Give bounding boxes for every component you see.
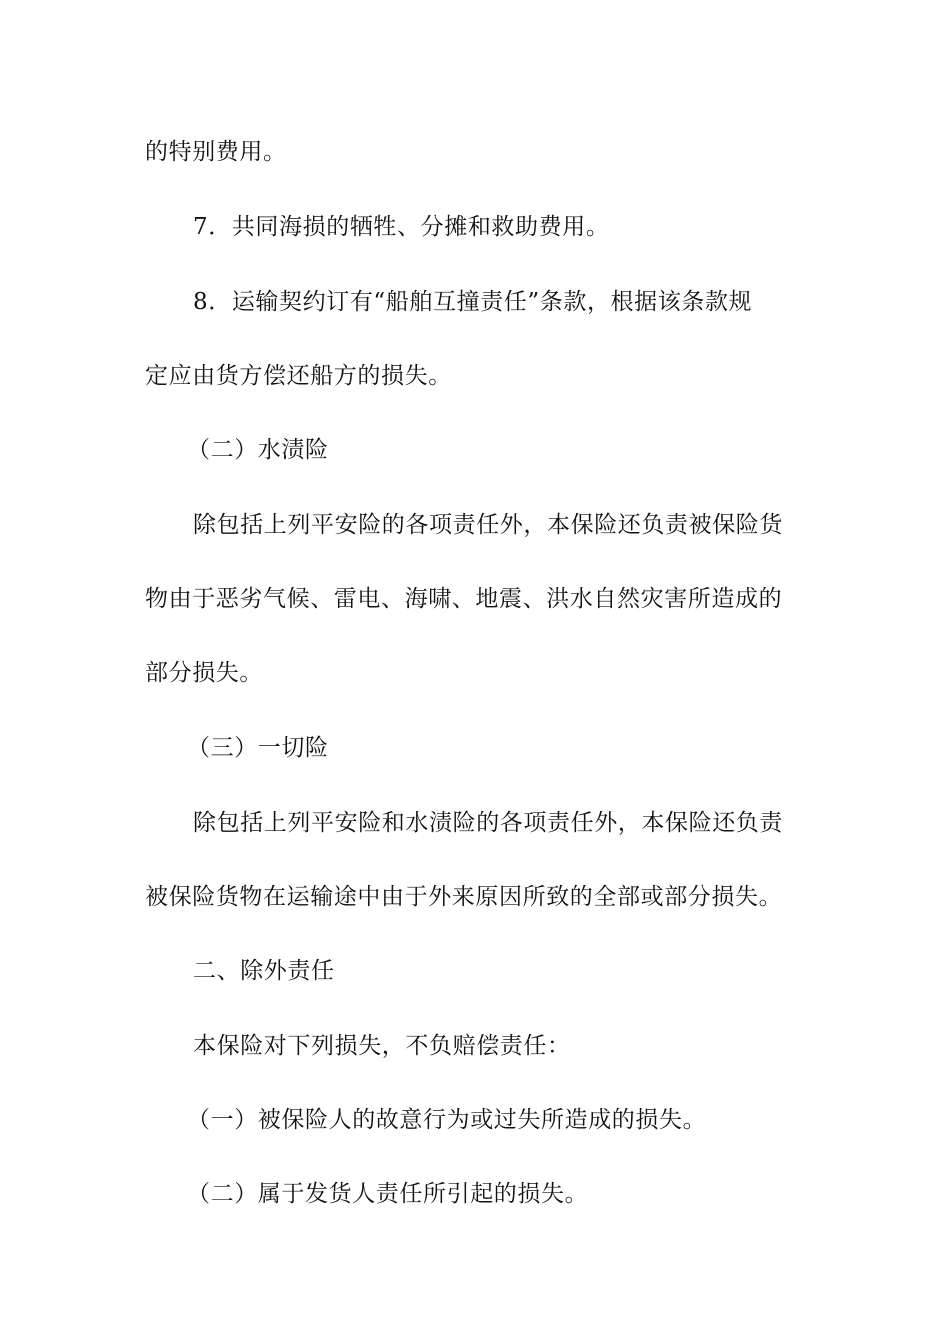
exclusion-item-1: （一）被保险人的故意行为或过失所造成的损失。 [187, 1107, 707, 1133]
paragraph-line: 本保险对下列损失，不负赔偿责任： [193, 1033, 571, 1059]
paragraph-line: 被保险货物在运输途中由于外来原因所致的全部或部分损失。 [145, 884, 783, 910]
list-item-7: 7．共同海损的牺牲、分摊和救助费用。 [193, 214, 610, 240]
paragraph-line: 除包括上列平安险的各项责任外，本保险还负责被保险货 [193, 512, 783, 538]
paragraph-line: 除包括上列平安险和水渍险的各项责任外，本保险还负责 [193, 810, 783, 836]
section-heading-water-damage: （二）水渍险 [187, 437, 329, 463]
paragraph-line: 部分损失。 [145, 660, 263, 686]
paragraph-line: 定应由货方偿还船方的损失。 [145, 363, 452, 389]
paragraph-line: 的特别费用。 [145, 139, 287, 165]
section-heading-all-risks: （三）一切险 [187, 735, 329, 761]
list-item-8: 8．运输契约订有“船舶互撞责任”条款，根据该条款规 [193, 289, 753, 315]
exclusion-item-2: （二）属于发货人责任所引起的损失。 [187, 1181, 589, 1207]
paragraph-line: 物由于恶劣气候、雷电、海啸、地震、洪水自然灾害所造成的 [145, 586, 783, 612]
section-heading-exclusions: 二、除外责任 [193, 958, 335, 984]
